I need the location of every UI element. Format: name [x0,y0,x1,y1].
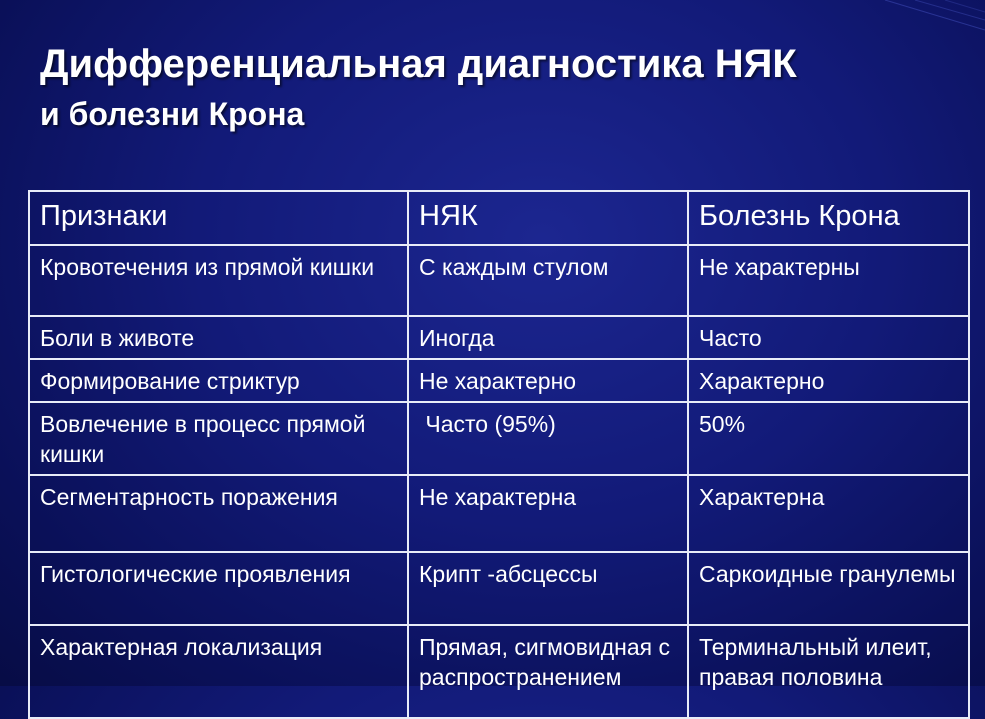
title-line-1: Дифференциальная диагностика НЯК [40,42,797,86]
row-nyak-cell: С каждым стулом [408,245,688,316]
header-crohn: Болезнь Крона [688,191,969,245]
row-sign-cell: Формирование стриктур [29,359,408,402]
row-crohn-cell: Характерно [688,359,969,402]
row-crohn-cell: Не характерны [688,245,969,316]
row-nyak-cell: Часто (95%) [408,402,688,475]
table-row [29,402,969,475]
corner-decoration [865,0,985,40]
row-crohn-cell: Терминальный илеит, правая половина [688,625,969,718]
row-crohn-cell: Саркоидные гранулемы [688,552,969,625]
row-sign-cell: Гистологические проявления [29,552,408,625]
header-signs: Признаки [29,191,408,245]
row-sign-cell: Сегментарность поражения [29,475,408,552]
diagnosis-table [28,190,970,719]
row-nyak-cell: Крипт -абсцессы [408,552,688,625]
row-nyak-cell: Прямая, сигмовидная с распространением [408,625,688,718]
table-row [29,316,969,359]
table-row [29,552,969,625]
row-sign-cell: Боли в животе [29,316,408,359]
row-nyak-cell: Не характерна [408,475,688,552]
row-nyak-cell: Не характерно [408,359,688,402]
row-sign-cell: Кровотечения из прямой кишки [29,245,408,316]
table-row [29,475,969,552]
row-sign-cell: Характерная локализация [29,625,408,718]
row-crohn-cell: Часто [688,316,969,359]
table-row [29,359,969,402]
table-header-row [29,191,969,245]
row-nyak-cell: Иногда [408,316,688,359]
row-crohn-cell: 50% [688,402,969,475]
title-line-2: и болезни Крона [40,96,305,132]
row-sign-cell: Вовлечение в процесс прямой кишки [29,402,408,475]
header-nyak: НЯК [408,191,688,245]
slide-title [40,36,970,136]
table-row [29,625,969,718]
table-row [29,245,969,316]
row-crohn-cell: Характерна [688,475,969,552]
